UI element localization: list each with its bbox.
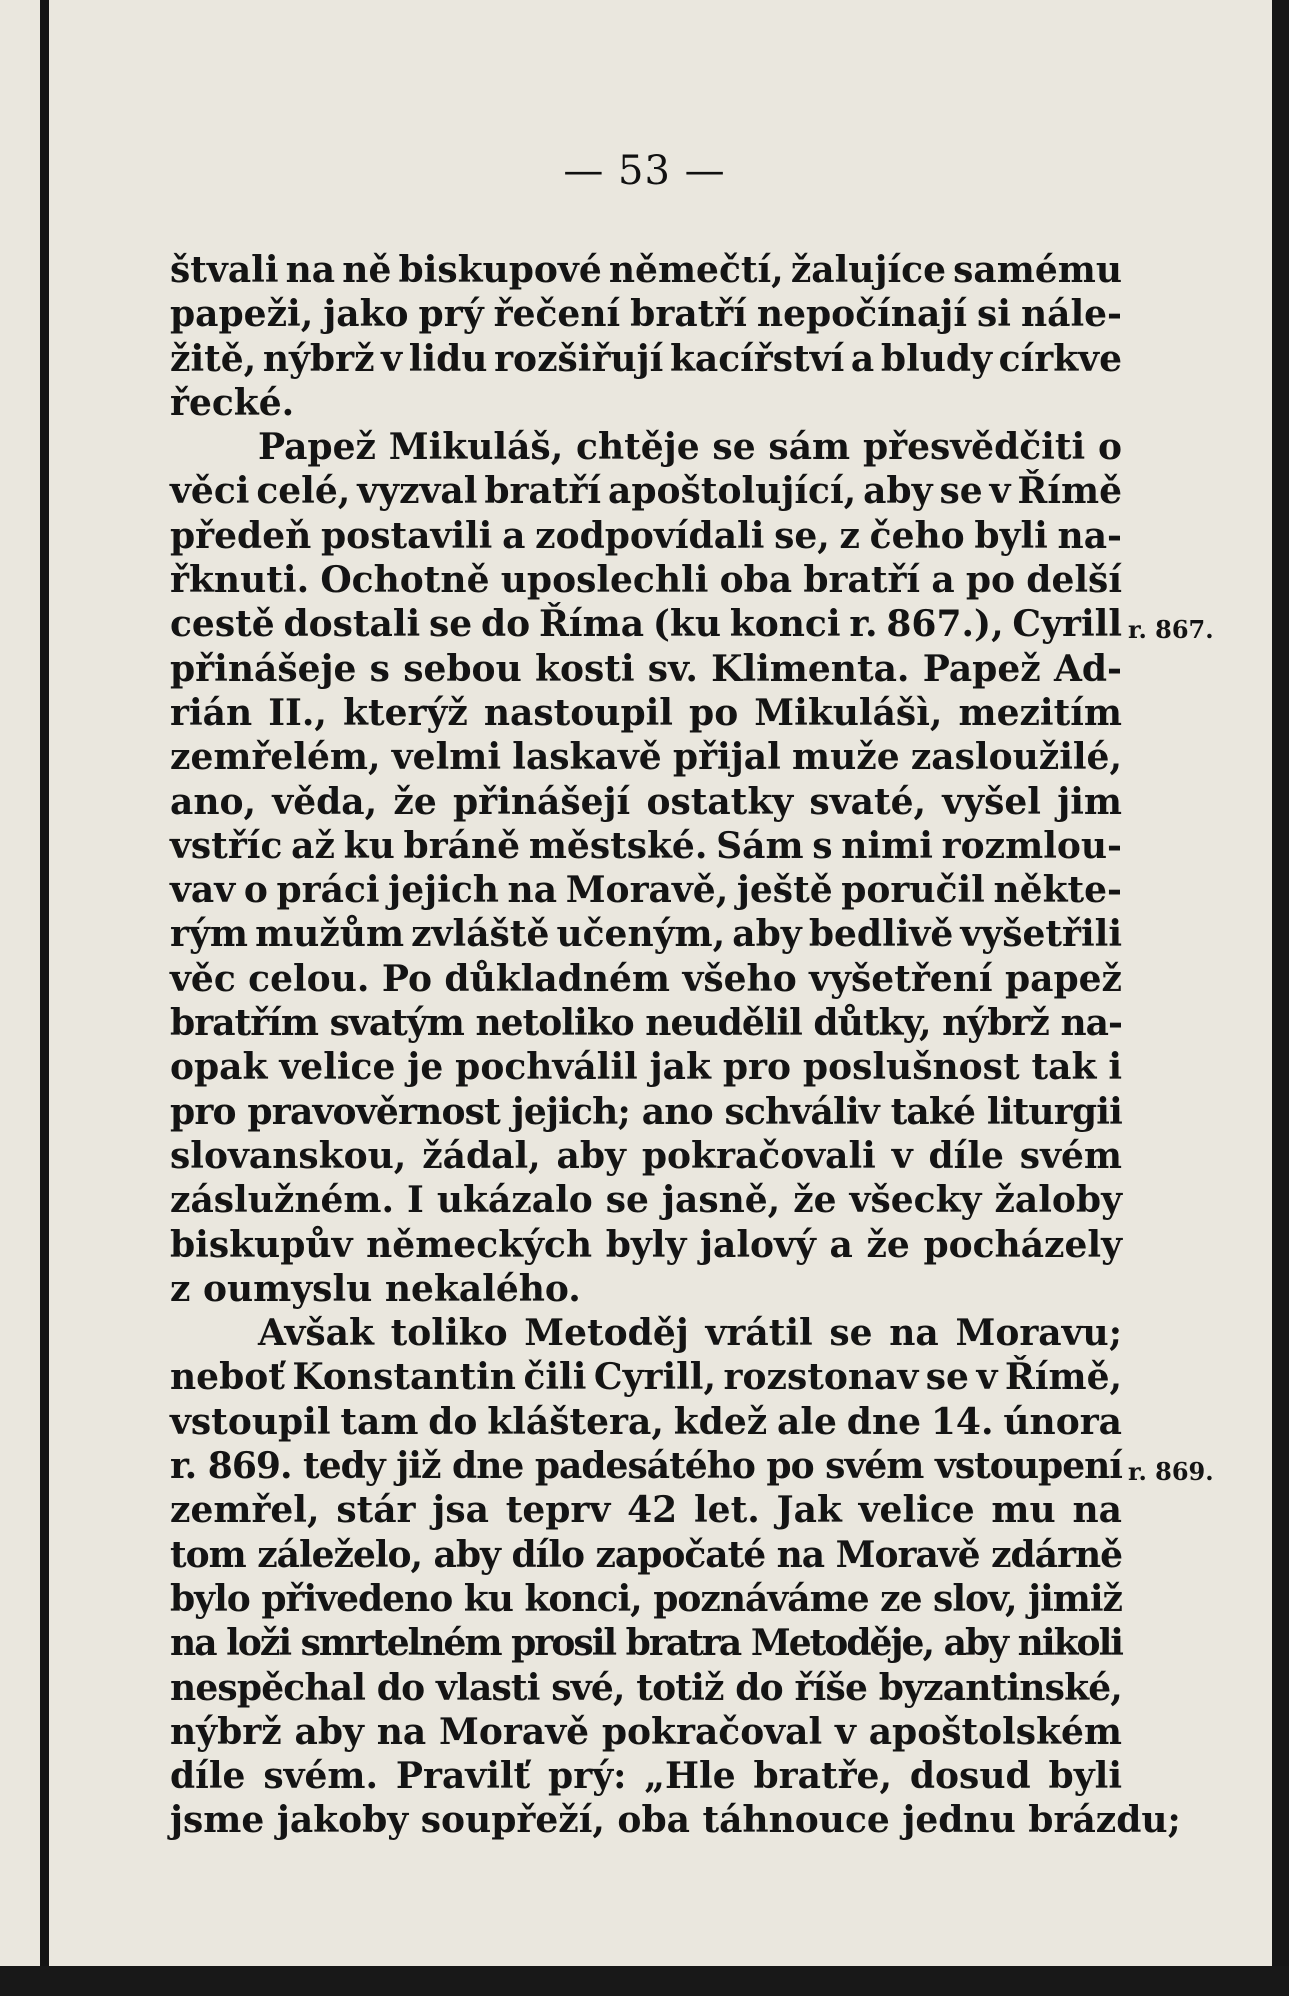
text-line: zemřelém, velmi laskavě přijal muže zasloužilé,	[170, 736, 1122, 779]
text-line: slovanskou, žádal, aby pokračovali v díle svém	[170, 1134, 1122, 1177]
text-line: pro pravověrnost jejich; ano schváliv také liturgii	[170, 1090, 1122, 1133]
margin-note-year: r. 869.	[1128, 1457, 1214, 1486]
text-line: řknuti. Ochotně uposlechli oba bratří a po delší	[170, 559, 1122, 602]
text-line: štvali na ně biskupové němečtí, žalujíce samému	[170, 249, 1122, 291]
text-line: vav o práci jejich na Moravě, ještě poručil někte-	[170, 869, 1122, 912]
text-line: bratřím svatým netoliko neudělil důtky, nýbrž na-	[170, 1002, 1122, 1045]
text-line: záslužném. I ukázalo se jasně, že všecky žaloby	[170, 1179, 1122, 1222]
text-line: Papež Mikuláš, chtěje se sám přesvědčiti o	[258, 426, 1122, 469]
text-line: věci celé, vyzval bratří apoštolující, aby se v Římě	[170, 470, 1122, 513]
text-line: věc celou. Po důkladném všeho vyšetření papež	[170, 957, 1122, 1000]
text-line: rým mužům zvláště učeným, aby bedlivě vyšetřili	[170, 913, 1122, 956]
text-line: díle svém. Pravilť prý: „Hle bratře, dosud byli	[170, 1755, 1122, 1798]
text-line: z oumyslu nekalého.	[170, 1267, 581, 1310]
text-line: na loži smrtelném prosil bratra Metoděje, aby nikoli	[170, 1622, 1123, 1665]
page-number: — 53 —	[563, 148, 726, 194]
scan-edge-bottom	[0, 1966, 1289, 1996]
text-line: vstříc až ku bráně městské. Sám s nimi rozmlou-	[170, 824, 1122, 867]
text-line: nýbrž aby na Moravě pokračoval v apoštolském	[170, 1710, 1122, 1753]
text-line: biskupův německých byly jalový a že pocházely	[170, 1223, 1122, 1266]
text-line: r. 869. tedy již dne padesátého po svém vstoupení	[170, 1445, 1122, 1488]
text-line: jsme jakoby soupřeží, oba táhnouce jednu brázdu;	[170, 1799, 1181, 1842]
scan-edge-left	[40, 0, 49, 1996]
text-line: předeň postavili a zodpovídali se, z čeho byli na-	[170, 514, 1122, 557]
text-line: papeži, jako prý řečení bratří nepočínají si nále-	[170, 293, 1122, 336]
text-line: cestě dostali se do Říma (ku konci r. 867.), Cyrill	[170, 603, 1122, 646]
margin-note-year: r. 867.	[1128, 615, 1214, 644]
text-line: přinášeje s sebou kosti sv. Klimenta. Papež Ad-	[170, 647, 1122, 690]
text-line: Avšak toliko Metoděj vrátil se na Moravu;	[258, 1312, 1122, 1355]
text-line: nespěchal do vlasti své, totiž do říše byzantinské,	[170, 1666, 1122, 1709]
text-line: tom záleželo, aby dílo započaté na Moravě zdárně	[170, 1533, 1122, 1576]
text-line: žitě, nýbrž v lidu rozšiřují kacířství a bludy církve	[170, 337, 1122, 380]
text-line: zemřel, stár jsa teprv 42 let. Jak velice mu na	[170, 1489, 1122, 1532]
text-line: opak velice je pochválil jak pro poslušnost tak i	[170, 1046, 1122, 1089]
text-line: bylo přivedeno ku konci, poznáváme ze slov, jimiž	[170, 1577, 1122, 1620]
body-text	[170, 248, 1181, 1843]
scan-edge-right	[1272, 0, 1289, 1996]
text-line: rián II., kterýž nastoupil po Mikulášì, mezitím	[170, 691, 1122, 734]
text-line: neboť Konstantin čili Cyrill, rozstonav se v Římě,	[170, 1356, 1123, 1399]
text-line: řecké.	[170, 381, 295, 424]
text-line: vstoupil tam do kláštera, kdež ale dne 14. února	[170, 1400, 1122, 1443]
text-line: ano, věda, že přinášejí ostatky svaté, vyšel jim	[170, 780, 1122, 823]
